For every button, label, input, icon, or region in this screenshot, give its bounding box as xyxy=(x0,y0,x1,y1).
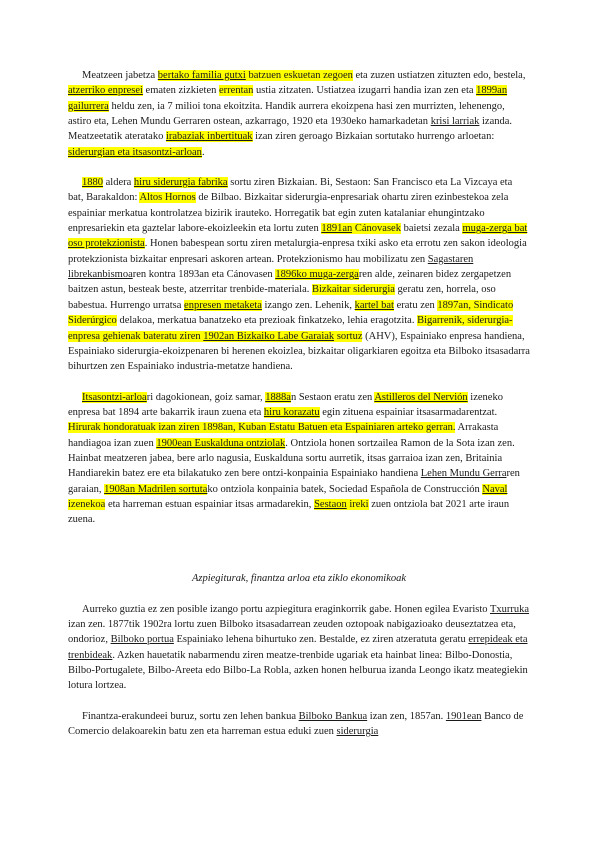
highlighted-text: Bizkaitar siderurgia xyxy=(312,284,395,296)
highlighted-text: kartel bat xyxy=(354,299,394,311)
highlighted-text: 1900ean Euskalduna ontziolak xyxy=(156,437,286,449)
underlined-text: siderurgia xyxy=(336,726,379,738)
paragraph-siderurgy: 1880 aldera hiru siderurgia fabrika sortu ziren Bizkaian. Bi, Sestaon: San Francisco eta La Vizcaya eta bat, Barakaldon: Altos Hornos de Bilbao. Bizkaitar siderurgia-enpresariak ohartu ziren ezinbestekoa zela espainiar merkatua kontrolatzea bizirik irauteko. Horregatik bat egin zuten katalaniar ehungintzako enpresariekin eta gaztelar labore-ekoizleekin eta lortu zuten 1891an Cánovasek baietsi zezala muga-zerga bat oso protekzionista. Honen babespean sortu ziren metalurgia-enpresa txiki asko eta errotu zen sakon ideologia protekzionista bizkaitar enpresari askoren artean. Protekzionismo hau mobilizatu zen Sagastaren librekanbismoaren kontra 1893an eta Cánovasen 1896ko muga-zergaren alde, zeinaren bidez zergapetzen baitzen astun, besteak beste, atzerritar trenbide-materiala. Bizkaitar siderurgia geratu zen, horrela, oso babestua. Hurrengo urratsa enpresen metaketa izango zen. Lehenik, kartel bat eratu zen 1897an, Sindicato Siderúrgico delakoa, merkatua banatzeko eta prezioak finkatzeko, lehia eragotzita. Bigarrenik, siderurgia-enpresa gehienak bateratu ziren 1902an Bizkaiko Labe Garaiak sortuz (AHV), Espainiako enpresa handiena, Espainiako siderurgia-ekoizpenaren bi herenen ekoizlea, bizkaitar oligarkiaren egoitza eta Bilboko itsasadarra bihurtzen zen Espainiako industria-metatze handiena. xyxy=(68,177,530,373)
highlighted-text: irabaziak inbertituak xyxy=(165,131,253,143)
underlined-text: Sagastaren librekanbismoa xyxy=(68,253,474,281)
highlighted-text: Bigarrenik, siderurgia-enpresa gehienak bateratu ziren xyxy=(68,315,513,342)
paragraph-infrastructure: Aurreko guztia ez zen posible izango portu azpiegitura eraginkorrik gabe. Honen egilea Evaristo Txurruka izan zen. 1877tik 1902ra lortu zuen Bilboko itsasadarrean zeuden oztopoak nabigazioako deuseztatzea eta, ondorioz, Bilboko portua Espainiako lehena bihurtuko zen. Bestalde, ez ziren atzeratuta geratu errepideak eta trenbideak. Azken hauetatik nabarmendu ziren meatze-trenbide ugariak eta hainbat linea: Bilbo-Donostia, Bilbo-Portugalete, Bilbo-Areeta edo Bilbo-La Robla, azken honen helburua izanda Leongo ikatz meategiekin lotura lortzea. xyxy=(68,603,530,692)
underlined-text: errepideak eta trenbideak xyxy=(68,634,528,661)
highlighted-text: Astilleros del Nervión xyxy=(374,391,468,403)
highlighted-text: Hirurak hondoratuak izan ziren 1898an, Kuban Estatu Batuen eta Espainiaren arteko gerran. xyxy=(68,422,456,434)
highlighted-text: Sestaon xyxy=(314,498,347,510)
underlined-text: Bilboko portua xyxy=(110,634,174,646)
highlighted-text: 1897an, Sindicato Siderúrgico xyxy=(68,299,514,327)
highlighted-text: muga-zerga bat oso protekzionista xyxy=(68,223,528,250)
highlighted-text: Naval xyxy=(482,483,508,495)
underlined-text: 1901ean xyxy=(445,710,482,722)
highlighted-text: bertako familia gutxi xyxy=(157,70,246,81)
paragraph-finance: Finantza-erakundeei buruz, sortu zen lehen bankua Bilboko Bankua izan zen, 1857an. 1901ean Banco de Comercio delakoarekin batu zen eta harreman estua eduki zuen siderurgia xyxy=(68,710,524,738)
paragraph-mining: Meatzeen jabetza bertako familia gutxi batzuen eskuetan zegoen eta zuzen ustiatzen zituzten edo, bestela, atzerriko enpresei ematen zizkieten errentan ustia zitzaten. Ustiatzea izugarri handia izan zen eta 1899an gailurrera heldu zen, ia 7 milioi tona ekoitzita. Handik aurrera ekoizpena hasi zen murrizten, lehenengo, astiro eta, Lehen Mundu Gerraren ostean, azkarrago, 1920 eta 1930eko hamarkadetan krisi larriak izanda. Meatzeetatik ateratako irabaziak inbertituak izan ziren geroago Bizkaian sortutako hurrengo arloetan: siderurgian eta itsasontzi-arloan. xyxy=(68,70,526,158)
highlighted-text: 1908an Madrilen sortuta xyxy=(104,483,208,495)
highlighted-text: 1899an gailurrera xyxy=(68,85,508,112)
highlighted-text: 1891an xyxy=(321,223,353,235)
highlighted-text: ireki xyxy=(346,498,369,510)
underlined-text: Bilboko Bankua xyxy=(298,710,368,722)
section-heading: Azpiegiturak, finantza arloa eta ziklo ekonomikoak xyxy=(191,572,407,584)
highlighted-text: batzuen eskuetan zegoen xyxy=(245,70,353,81)
highlighted-text: sortuz xyxy=(334,330,363,342)
highlighted-text: 1880 xyxy=(82,177,103,189)
highlighted-text: hiru korazatu xyxy=(263,406,320,418)
highlighted-text: izenekoa xyxy=(68,498,106,510)
underlined-text: krisi larriak xyxy=(430,116,480,128)
highlighted-text: enpresen metaketa xyxy=(184,299,262,311)
highlighted-text: errentan xyxy=(219,85,254,97)
underlined-text: Lehen Mundu Gerra xyxy=(420,468,507,480)
highlighted-text: Altos Hornos xyxy=(139,192,196,204)
document-page xyxy=(68,68,530,754)
highlighted-text: siderurgian eta itsasontzi-arloan xyxy=(68,146,202,158)
highlighted-text: 1888a xyxy=(265,391,291,403)
highlighted-text: atzerriko enpresei xyxy=(68,85,143,97)
underlined-text: Txurruka xyxy=(489,603,530,615)
highlighted-text: 1902an Bizkaiko Labe Garaiak xyxy=(203,330,335,342)
paragraph-shipbuilding: Itsasontzi-arloari dagokionean, goiz samar, 1888an Sestaon eratu zen Astilleros del Nervión izeneko enpresa bat 1894 arte bakarrik iraun zuena eta hiru korazatu egin zituena espainiar itsasarmadarentzat. Hirurak hondoratuak izan ziren 1898an, Kuban Estatu Batuen eta Espainiaren arteko gerran. Arrakasta handiagoa izan zuen 1900ean Euskalduna ontziolak. Ontziola honen sortzailea Ramon de la Sota izan zen. Hainbat meatzeren jabea, bere arlo nagusia, Euskalduna sortu aurretik, itsas garraioa izan zen, Britainia Handiarekin batez ere eta bilakatuko zen bere ontzi-konpainia Espainiako handiena Lehen Mundu Gerraren garaian, 1908an Madrilen sortutako ontziola konpainia batek, Sociedad Española de Construcción Naval izenekoa eta harreman estuan espainiar itsas armadarekin, Sestaon ireki zuen ontziola bat 2021 arte iraun zuena. xyxy=(68,391,520,526)
highlighted-text: Cánovasek xyxy=(352,223,401,235)
highlighted-text: Itsasontzi-arloa xyxy=(82,391,147,403)
highlighted-text: 1896ko muga-zerga xyxy=(275,269,359,281)
highlighted-text: hiru siderurgia fabrika xyxy=(133,177,228,189)
